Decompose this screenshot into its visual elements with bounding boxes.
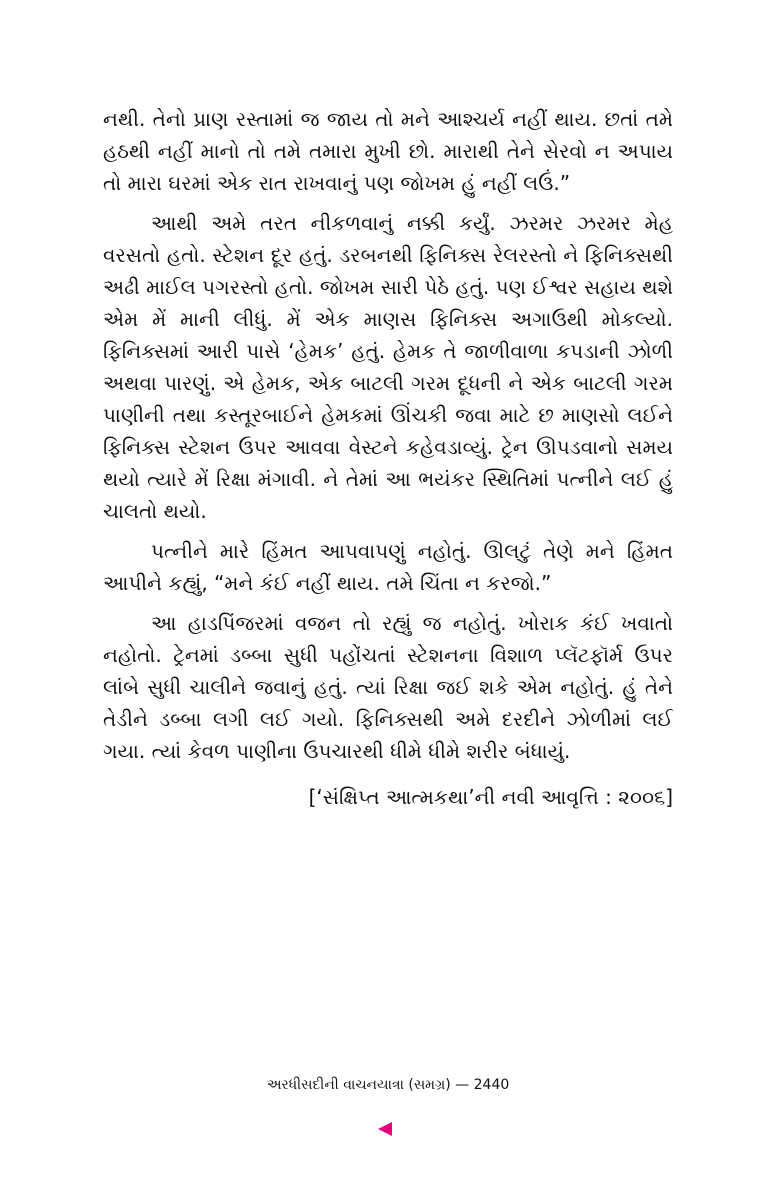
previous-page-arrow-icon[interactable] (378, 1122, 392, 1136)
paragraph-2: આથી અમે તરત નીકળવાનું નક્કી કર્યું. ઝરમર ઝરમર મેહ વરસતો હતો. સ્ટેશન દૂર હતું. ડરબનથી ફિનિક્સ રેલરસ્તો ને ફિનિક્સથી અઢી માઈલ પગરસ્તો હતો. જોખમ સારી પેઠે હતું. પણ ઈશ્વર સહાય થશે એમ મેં માની લીધું. મેં એક માણસ ફિનિક્સ અગાઉથી મોકલ્યો. ફિનિક્સમાં આરી પાસે ‘હેમક’ હતું. હેમક તે જાળીવાળા કપડાની ઝોળી અથવા પારણું. એ હેમક, એક બાટલી ગરમ દૂધની ને એક બાટલી ગરમ પાણીની તથા કસ્તૂરબાઈને હેમકમાં ઊંચકી જવા માટે છ માણસો લઈને ફિનિક્સ સ્ટેશન ઉપર આવવા વેસ્ટને કહેવડાવ્યું. ટ્રેન ઊપડવાનો સમય થયો ત્યારે મેં રિક્ષા મંગાવી. ને તેમાં આ ભયંકર સ્થિતિમાં પત્નીને લઈ હું ચાલતો થયો. (103, 211, 673, 523)
paragraph-1: નથી. તેનો પ્રાણ રસ્તામાં જ જાય તો મને આશ્ચર્ય નહીં થાય. છતાં તમે હઠથી નહીં માનો તો તમે તમારા મુખી છો. મારાથી તેને સેરવો ન અપાય તો મારા ઘરમાં એક રાત રાખવાનું પણ જોખમ હું નહીં લઉં.” (103, 107, 673, 195)
paragraph-3: પત્નીને મારે હિંમત આપવાપણું નહોતું. ઊલટું તેણે મને હિંમત આપીને કહ્યું, “મને કંઈ નહીં થાય. તમે ચિંતા ન કરજો.” (103, 539, 673, 595)
source-citation: [‘સંક્ષિપ્ત આત્મકથા’ની નવી આવૃત્તિ : ૨૦૦૬] (308, 785, 673, 809)
page-body (103, 103, 673, 813)
paragraph-4: આ હાડપિંજરમાં વજન તો રહ્યું જ નહોતું. ખોરાક કંઈ ખવાતો નહોતો. ટ્રેનમાં ડબ્બા સુધી પહોંચતાં સ્ટેશનના વિશાળ પ્લૅટફૉર્મ ઉપર લાંબે સુધી ચાલીને જવાનું હતું. ત્યાં રિક્ષા જઈ શકે એમ નહોતું. હું તેને તેડીને ડબ્બા લગી લઈ ગયો. ફિનિક્સથી અમે દરદીને ઝોળીમાં લઈ ગયા. ત્યાં કેવળ પાણીના ઉપચારથી ધીમે ધીમે શરીર બંધાયું. (103, 611, 673, 763)
page-footer: અરધીસદીની વાચનયાત્રા (સમગ્ર) — 2440 (266, 1077, 510, 1093)
